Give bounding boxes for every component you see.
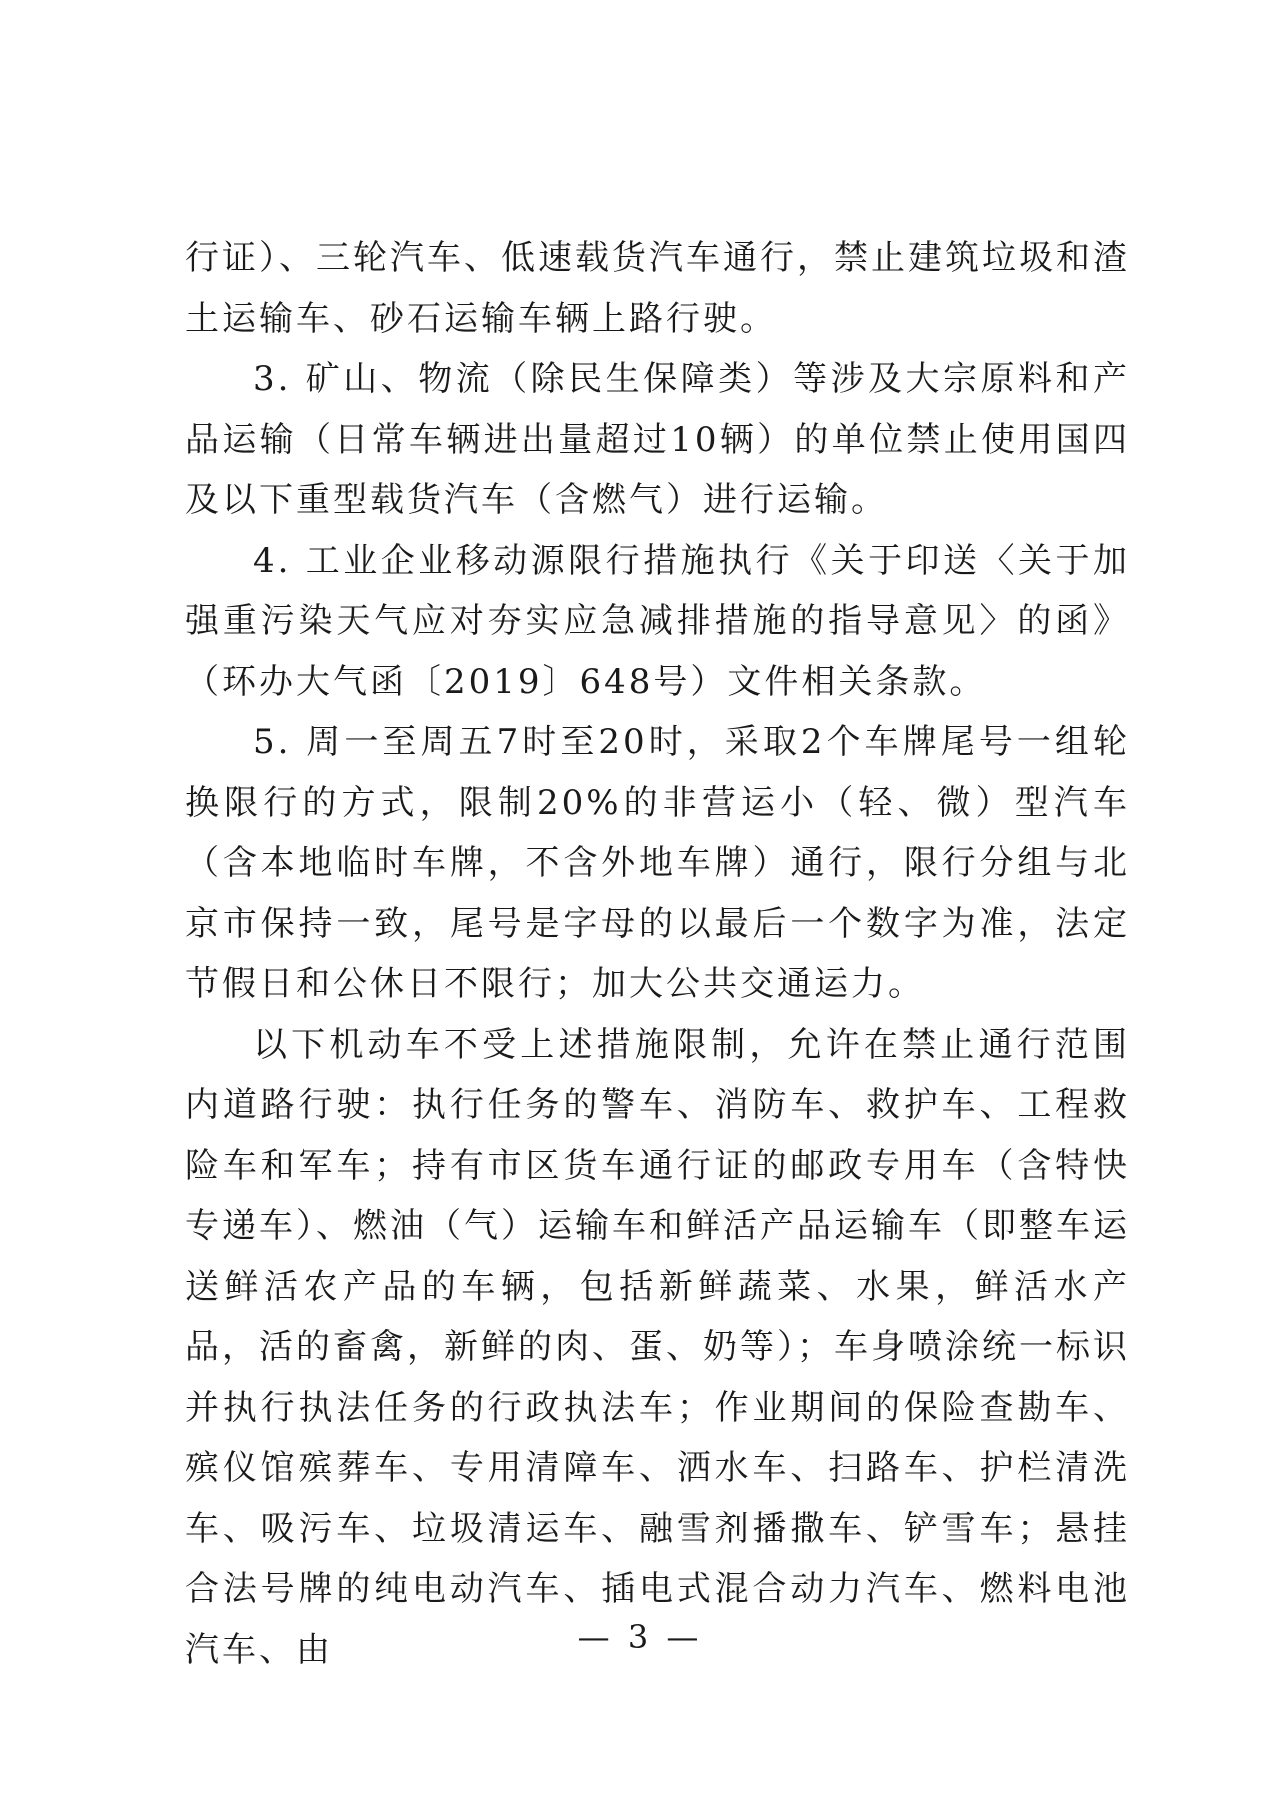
paragraph-exemptions: 以下机动车不受上述措施限制，允许在禁止通行范围内道路行驶：执行任务的警车、消防车、救护车、工程救险车和军车；持有市区货车通行证的邮政专用车（含特快专递车）、燃油（气）运输车和鲜活产品运输车（即整车运送鲜活农产品的车辆，包括新鲜蔬菜、水果，鲜活水产品，活的畜禽，新鲜的肉、蛋、奶等）；车身喷涂统一标识并执行执法任务的行政执法车；作业期间的保险查勘车、殡仪馆殡葬车、专用清障车、洒水车、扫路车、护栏清洗车、吸污车、垃圾清运车、融雪剂播撒车、铲雪车；悬挂合法号牌的纯电动汽车、插电式混合动力汽车、燃料电池汽车、由 xyxy=(185,1024,1130,1670)
paragraph-item-5: 5. 周一至周五7时至20时，采取2个车牌尾号一组轮换限行的方式，限制20%的非营运小（轻、微）型汽车（含本地临时车牌，不含外地车牌）通行，限行分组与北京市保持一致，尾号是字母的以最后一个数字为准，法定节假日和公休日不限行；加大公共交通运力。 xyxy=(185,722,1130,1004)
page-number: — 3 — xyxy=(577,1618,703,1656)
paragraph-item-3: 3. 矿山、物流（除民生保障类）等涉及大宗原料和产品运输（日常车辆进出量超过10辆）的单位禁止使用国四及以下重型载货汽车（含燃气）进行运输。 xyxy=(185,359,1130,520)
paragraph-item-4: 4. 工业企业移动源限行措施执行《关于印送〈关于加强重污染天气应对夯实应急减排措施的指导意见〉的函》（环办大气函〔2019〕648号）文件相关条款。 xyxy=(185,540,1130,702)
paragraph-continuation: 行证）、三轮汽车、低速载货汽车通行，禁止建筑垃圾和渣土运输车、砂石运输车辆上路行驶。 xyxy=(185,238,1130,339)
document-body xyxy=(185,228,1130,1680)
